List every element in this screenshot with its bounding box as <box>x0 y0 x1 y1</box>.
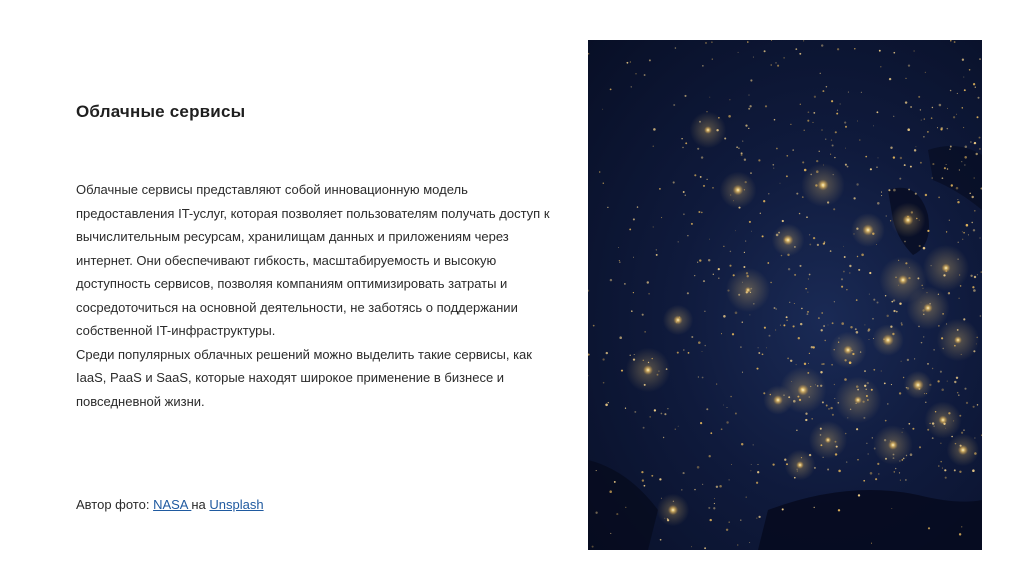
night-lights-photo <box>588 40 982 550</box>
credit-prefix: Автор фото: <box>76 497 154 512</box>
body-paragraph-1: Облачные сервисы представляют собой инновационную модель предоставления IT-услуг, которая позволяет пользователям получать доступ к вычислительным ресурсам, хранилищам данных и приложениям через интернет. Они обеспечивают гибкость, масштабируемость и высокую доступность сервисов, позволяя компаниям оптимизировать затраты и сосредоточиться на основной деятельности, не заботясь о поддержании собственной IT-инфраструктуры. <box>76 182 550 338</box>
body-paragraph-2: Среди популярных облачных решений можно выделить такие сервисы, как IaaS, PaaS и SaaS, которые находят широкое применение в бизнесе и повседневной жизни. <box>76 346 532 409</box>
photo-credit <box>76 497 264 512</box>
body-text <box>76 178 556 413</box>
credit-middle: на <box>191 497 210 512</box>
author-link[interactable]: NASA <box>153 497 192 512</box>
city-lights-image <box>588 40 982 550</box>
source-link[interactable]: Unsplash <box>209 497 264 512</box>
slide-title: Облачные сервисы <box>76 102 246 121</box>
